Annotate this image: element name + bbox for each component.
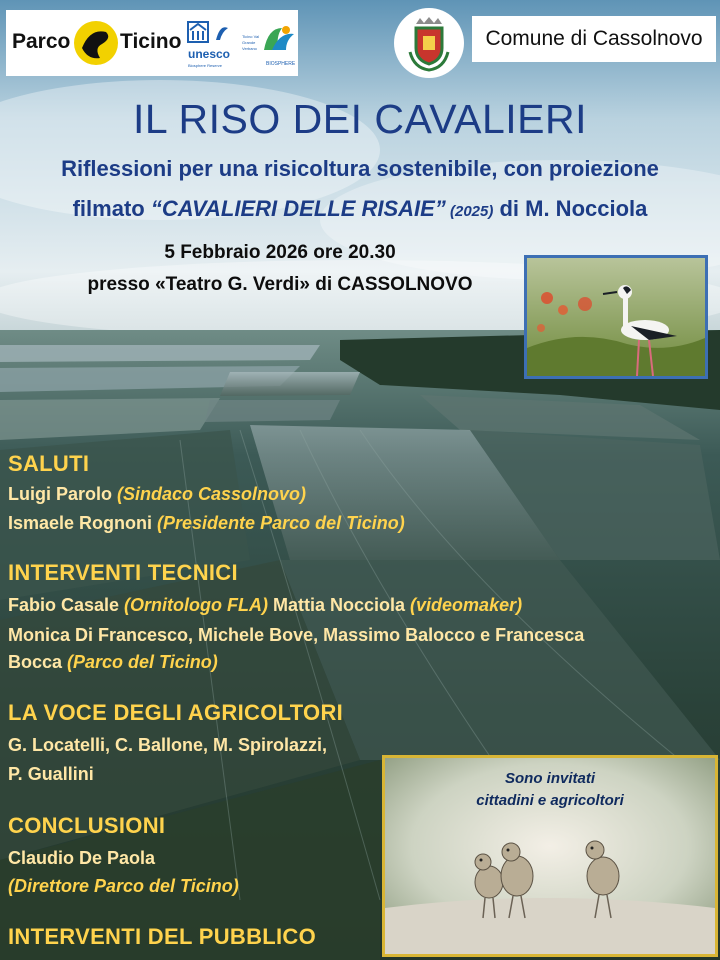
stilt-bird-photo xyxy=(524,255,708,379)
heading-interventi-tecnici: INTERVENTI TECNICI xyxy=(8,560,238,585)
agricoltori-line-2: P. Guallini xyxy=(8,764,94,784)
chicks-photo xyxy=(382,755,718,957)
tecnici-line-2: Monica Di Francesco, Michele Bove, Massimo Balocco e Francesca xyxy=(8,625,585,645)
saluti-line-2 xyxy=(8,513,405,534)
tecnici-speaker-last: Bocca xyxy=(8,652,68,672)
conclusioni-role: (Direttore Parco del Ticino) xyxy=(8,876,239,896)
saluti-speaker-2: Ismaele Rognoni xyxy=(8,513,158,533)
unesco-label: unesco xyxy=(188,47,231,61)
comune-label: Comune di Cassolnovo xyxy=(472,16,716,62)
biosphere-logo-icon xyxy=(258,22,298,56)
biosphere-label: Ticino Val Grande Verbano xyxy=(242,34,260,51)
tecnici-line-1 xyxy=(8,595,522,616)
heading-conclusioni: CONCLUSIONI xyxy=(8,813,166,838)
subtitle-text-b: di M. Nocciola xyxy=(493,196,648,221)
parco-logo-text-a: Parco xyxy=(12,30,71,53)
cassolnovo-crest xyxy=(394,8,464,78)
saluti-speaker-1: Luigi Parolo xyxy=(8,484,118,504)
invite-line-2: cittadini e agricoltori xyxy=(476,792,624,809)
conclusioni-line-1: Claudio De Paola xyxy=(8,848,156,868)
film-year: (2025) xyxy=(445,203,494,220)
unesco-sub-label: Biosphere Reserve xyxy=(188,63,223,68)
saluti-role-2: (Presidente Parco del Ticino) xyxy=(157,513,405,533)
tecnici-speaker-2: Mattia Nocciola xyxy=(268,595,411,615)
agricoltori-line-1: G. Locatelli, C. Ballone, M. Spirolazzi, xyxy=(8,735,328,755)
conclusioni-line-2 xyxy=(8,876,239,897)
unesco-temple-icon xyxy=(186,20,232,46)
film-title: “CAVALIERI DELLE RISAIE” xyxy=(150,196,446,221)
event-date: 5 Febbraio 2026 ore 20.30 xyxy=(164,242,396,263)
biosphere-sub-label: BIOSPHERE xyxy=(266,61,296,67)
heading-interventi-pubblico: INTERVENTI DEL PUBBLICO xyxy=(8,924,317,949)
tecnici-speaker-1: Fabio Casale xyxy=(8,595,125,615)
tecnici-role-3: (Parco del Ticino) xyxy=(67,652,218,672)
tecnici-line-3 xyxy=(8,652,218,673)
tecnici-role-2: (videomaker) xyxy=(410,595,523,615)
parco-ticino-logo-icon xyxy=(72,18,120,68)
subtitle-line-2 xyxy=(0,196,720,222)
subtitle-line-1: Riflessioni per una risicoltura sostenibile, con proiezione xyxy=(61,156,659,181)
subtitle-text-a: filmato xyxy=(72,196,151,221)
tecnici-role-1: (Ornitologo FLA) xyxy=(124,595,269,615)
heading-saluti: SALUTI xyxy=(8,451,90,476)
heading-voce-agricoltori: LA VOCE DEGLI AGRICOLTORI xyxy=(8,700,344,725)
invite-line-1: Sono invitati xyxy=(505,770,595,787)
coat-of-arms-icon xyxy=(394,8,464,78)
saluti-line-1 xyxy=(8,484,306,505)
event-title: IL RISO DEI CAVALIERI xyxy=(132,96,588,142)
partner-logos-banner xyxy=(6,10,298,76)
bird-illustration-icon xyxy=(527,258,705,376)
parco-logo-text-b: Ticino xyxy=(120,30,182,53)
event-place: presso «Teatro G. Verdi» di CASSOLNOVO xyxy=(87,274,473,295)
saluti-role-1: (Sindaco Cassolnovo) xyxy=(117,484,307,504)
